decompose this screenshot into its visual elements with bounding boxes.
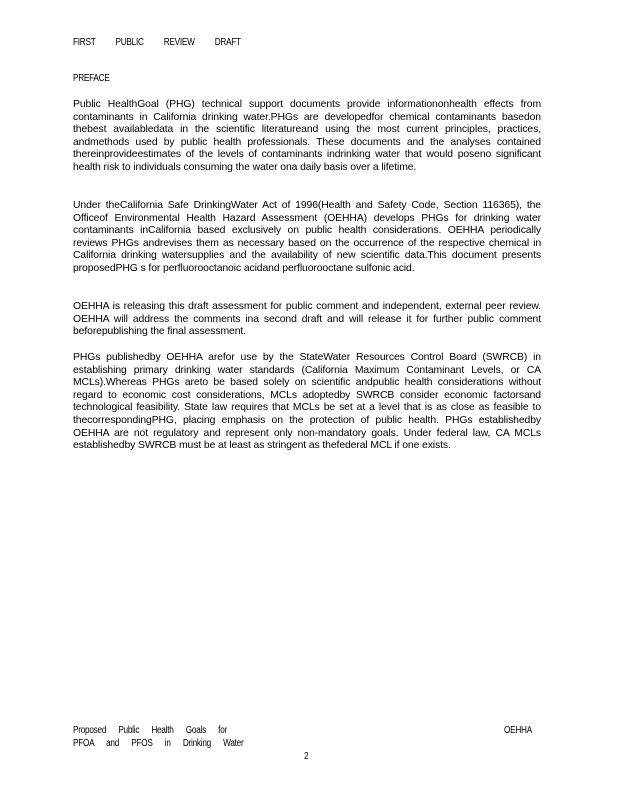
draft-label-review: REVIEW — [163, 37, 195, 48]
page-number: 2 — [304, 751, 309, 762]
footer-title-line-2: PFOA and PFOS in Drinking Water — [73, 737, 244, 749]
footer-agency: OEHHA — [504, 725, 532, 736]
section-title: PREFACE — [73, 73, 110, 84]
footer-title — [73, 725, 243, 750]
paragraph-3: OEHHA is releasing this draft assessment for public comment and independent, external peer review. OEHHA will address the comments ina second draft and will release it for further public comment beforepublishing the final assessment. — [73, 301, 541, 338]
draft-header — [73, 37, 259, 48]
draft-label-first: FIRST — [73, 37, 96, 48]
paragraph-2: Under theCalifornia Safe DrinkingWater Act of 1996(Health and Safety Code, Section 116365), the Officeof Environmental Health Hazard Assessment (OEHHA) develops PHGs for drinking water contaminants inCalifornia based exclusively on public health considerations. OEHHA periodically reviews PHGs andrevises them as necessary based on the occurrence of the respective chemical in California drinking watersupplies and the availability of new scientific data.This document presents proposedPHG s for perfluorooctanoic acidand perfluorooctane sulfonic acid. — [73, 200, 541, 274]
draft-label-draft: DRAFT — [214, 37, 241, 48]
paragraph-4: PHGs publishedby OEHHA arefor use by the StateWater Resources Control Board (SWRCB) in establishing primary drinking water standards (California Maximum Contaminant Levels, or CA MCLs).Whereas PHGs areto be based solely on scientific andpublic health considerations without regard to economic cost considerations, MCLs adoptedby SWRCB consider economic factorsand technological feasibility. State law requires that MCLs be set at a level that is as close as feasible to thecorrespondingPHG, placing emphasis on the protection of public health. PHGs establishedby OEHHA are not regulatory and represent only non-mandatory goals. Under federal law, CA MCLs establishedby SWRCB must be at least as stringent as thefederal MCL if one exists. — [73, 352, 541, 452]
draft-label-public: PUBLIC — [115, 37, 144, 48]
paragraph-1: Public HealthGoal (PHG) technical support documents provide informationonhealth effects from contaminants in California drinking water.PHGs are developedfor chemical contaminants basedon thebest availabledata in the scientific literatureand using the most current principles, practices, andmethods used by public health professionals. These documents and the analyses contained thereinprovideestimates of the levels of contaminants indrinking water that would poseno significant health risk to individuals consuming the water ona daily basis over a lifetime. — [73, 99, 541, 173]
footer-title-line-1: Proposed Public Health Goals for — [73, 725, 228, 736]
